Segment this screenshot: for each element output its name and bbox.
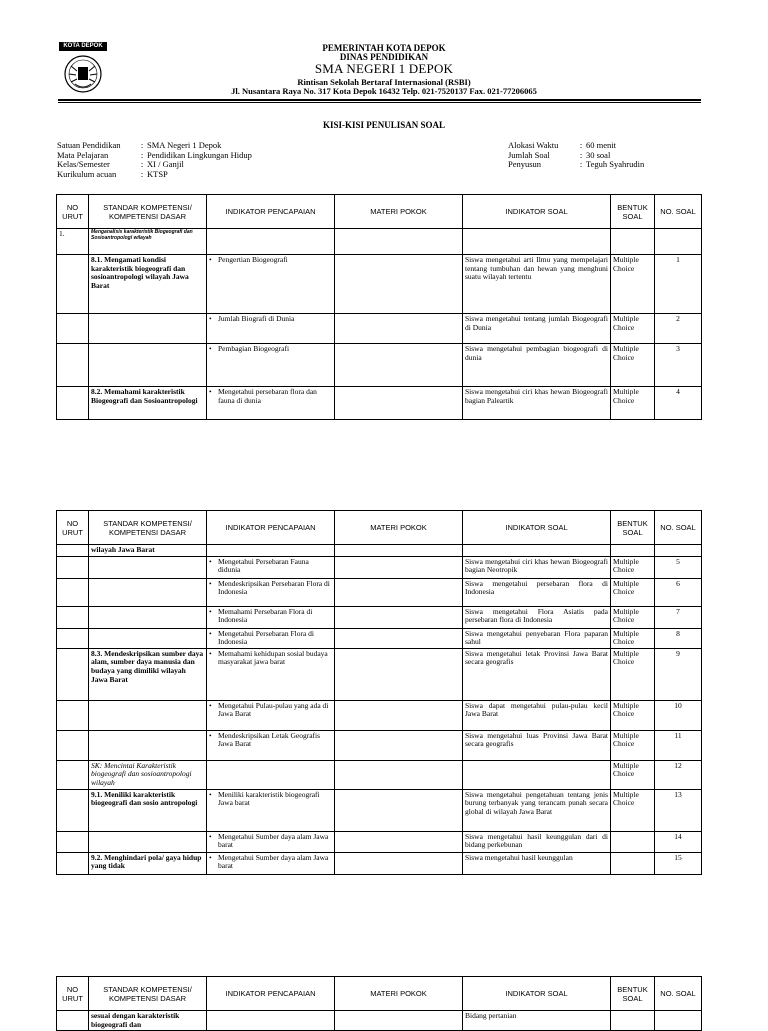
cell-indikator-pencapaian xyxy=(207,789,335,831)
header-school-name: SMA NEGERI 1 DEPOK xyxy=(314,61,454,76)
bullet-item xyxy=(209,558,332,575)
table-header-row xyxy=(57,511,702,545)
cell-bentuk-soal xyxy=(611,229,655,255)
bullet-item xyxy=(209,854,332,871)
cell-no-urut xyxy=(57,852,89,874)
cell-indikator-soal: Siswa mengetahui penyebaran Flora paparan sahul xyxy=(463,628,611,648)
table-row xyxy=(57,628,702,648)
info-separator: : xyxy=(140,168,144,179)
cell-no-soal: 11 xyxy=(655,730,702,760)
cell-materi-pokok xyxy=(335,344,463,387)
info-separator: : xyxy=(579,159,583,169)
col-standar-kompetensi-header: STANDAR KOMPETENSI/ KOMPETENSI DASAR xyxy=(89,977,207,1011)
indikator-text: Pengertian Biogeografi xyxy=(218,255,288,264)
indikator-text: Jumlah Biografi di Dunia xyxy=(218,314,295,323)
bullet-icon: • xyxy=(209,852,212,862)
cell-no-soal: 12 xyxy=(655,760,702,789)
cell-materi-pokok xyxy=(335,314,463,344)
info-left xyxy=(57,141,252,179)
col-indikator-soal-header: INDIKATOR SOAL xyxy=(463,977,611,1011)
cell-no-urut xyxy=(57,387,89,420)
info-value: 60 menit xyxy=(586,140,616,150)
bullet-icon: • xyxy=(209,606,212,616)
cell-no-urut xyxy=(57,789,89,831)
bullet-item xyxy=(209,833,332,850)
table-kisi-page-3 xyxy=(56,976,702,1031)
cell-standar-kompetensi: Menganalisis karakteristik Biogeografi dan Sosioantropologi wilayah xyxy=(89,229,207,255)
cell-standar-kompetensi xyxy=(89,628,207,648)
cell-indikator-soal: Siswa mengetahui Flora Asiatis pada persebaran flora di Indonesia xyxy=(463,606,611,628)
bullet-item xyxy=(209,315,332,324)
col-bentuk-soal-header: BENTUK SOAL xyxy=(611,511,655,545)
bullet-item xyxy=(209,791,332,808)
cell-no-soal: 15 xyxy=(655,852,702,874)
cell-no-soal xyxy=(655,1011,702,1031)
cell-bentuk-soal: Multiple Choice xyxy=(611,730,655,760)
info-value: Pendidikan Lingkungan Hidup xyxy=(147,149,252,160)
cell-no-soal: 5 xyxy=(655,556,702,578)
cell-indikator-soal xyxy=(463,229,611,255)
cell-indikator-soal: Siswa mengetahui arti Ilmu yang mempelajari tentang tumbuhan dan hewan yang menghuni suatu wilayah tertentu xyxy=(463,255,611,314)
bullet-item xyxy=(209,608,332,625)
cell-indikator-pencapaian xyxy=(207,255,335,314)
info-separator: : xyxy=(140,140,144,150)
info-value: SMA Negeri 1 Depok xyxy=(147,140,222,150)
cell-no-soal: 7 xyxy=(655,606,702,628)
cell-indikator-pencapaian xyxy=(207,831,335,852)
info-value: Teguh Syahrudin xyxy=(586,159,645,169)
cell-materi-pokok xyxy=(335,700,463,730)
table-row xyxy=(57,545,702,557)
cell-standar-kompetensi: SK: Mencintai Karakteristik biogeografi dan sosioantropologi wilayah xyxy=(89,760,207,789)
cell-indikator-soal xyxy=(463,760,611,789)
cell-bentuk-soal: Multiple Choice xyxy=(611,760,655,789)
cell-no-soal: 9 xyxy=(655,648,702,700)
info-value: 30 soal xyxy=(586,149,611,160)
cell-indikator-soal: Siswa mengetahui hasil keunggulan dari di bidang perkebunan xyxy=(463,831,611,852)
indikator-text: Mengetahui Persebaran Fauna didunia xyxy=(218,556,309,575)
indikator-text: Pembagian Biogeografi xyxy=(218,344,290,353)
cell-indikator-pencapaian xyxy=(207,628,335,648)
cell-no-urut xyxy=(57,760,89,789)
col-bentuk-soal-header: BENTUK SOAL xyxy=(611,195,655,229)
bullet-icon: • xyxy=(209,831,212,841)
cell-bentuk-soal: Multiple Choice xyxy=(611,578,655,606)
logo-label: KOTA DEPOK xyxy=(59,42,107,51)
cell-no-urut xyxy=(57,648,89,700)
cell-no-urut xyxy=(57,344,89,387)
cell-materi-pokok xyxy=(335,387,463,420)
header-department: DINAS PENDIDIKAN xyxy=(339,52,429,62)
table-row xyxy=(57,831,702,852)
cell-no-urut xyxy=(57,730,89,760)
cell-materi-pokok xyxy=(335,578,463,606)
cell-bentuk-soal xyxy=(611,545,655,557)
info-separator: : xyxy=(140,159,144,169)
cell-materi-pokok xyxy=(335,606,463,628)
cell-no-urut xyxy=(57,314,89,344)
table-row xyxy=(57,789,702,831)
cell-bentuk-soal xyxy=(611,831,655,852)
col-indikator-soal-header: INDIKATOR SOAL xyxy=(463,195,611,229)
cell-indikator-soal: Siswa mengetahui pengetahuan tentang jenis burung terbanyak yang terancam punah secara global di wilayah Jawa Barat xyxy=(463,789,611,831)
col-standar-kompetensi-header: STANDAR KOMPETENSI/ KOMPETENSI DASAR xyxy=(89,195,207,229)
cell-standar-kompetensi xyxy=(89,730,207,760)
table-row xyxy=(57,314,702,344)
bullet-item xyxy=(209,345,332,354)
cell-no-urut xyxy=(57,831,89,852)
cell-indikator-soal: Siswa mengetahui tentang jumlah Biogeografi di Dunia xyxy=(463,314,611,344)
indikator-text: Mengetahui Sumber daya alam Jawa barat xyxy=(218,852,329,871)
cell-materi-pokok xyxy=(335,556,463,578)
cell-no-soal: 8 xyxy=(655,628,702,648)
table-row xyxy=(57,578,702,606)
info-row xyxy=(57,170,252,180)
table-header-row xyxy=(57,977,702,1011)
col-no-soal-header: NO. SOAL xyxy=(655,977,702,1011)
cell-no-urut xyxy=(57,578,89,606)
info-label: Mata Pelajaran xyxy=(57,149,109,160)
cell-bentuk-soal: Multiple Choice xyxy=(611,314,655,344)
col-no-soal-header: NO. SOAL xyxy=(655,511,702,545)
cell-indikator-pencapaian xyxy=(207,700,335,730)
cell-bentuk-soal: Multiple Choice xyxy=(611,606,655,628)
cell-no-urut xyxy=(57,628,89,648)
cell-bentuk-soal: Multiple Choice xyxy=(611,700,655,730)
indikator-text: Mengetahui persebaran flora dan fauna di dunia xyxy=(218,387,317,405)
letterhead-rule xyxy=(58,99,701,101)
info-label: Alokasi Waktu xyxy=(508,140,559,150)
cell-indikator-soal: Siswa dapat mengetahui pulau-pulau kecil Jawa Barat xyxy=(463,700,611,730)
cell-indikator-pencapaian xyxy=(207,606,335,628)
cell-materi-pokok xyxy=(335,789,463,831)
cell-materi-pokok xyxy=(335,229,463,255)
bullet-icon: • xyxy=(209,648,212,658)
col-indikator-pencapaian-header: INDIKATOR PENCAPAIAN xyxy=(207,195,335,229)
document-title: KISI-KISI PENULISAN SOAL xyxy=(322,120,446,130)
cell-standar-kompetensi xyxy=(89,831,207,852)
cell-standar-kompetensi: 9.2. Menghindari pola/ gaya hidup yang tidak xyxy=(89,852,207,874)
col-materi-pokok-header: MATERI POKOK xyxy=(335,511,463,545)
table-kisi-page-2 xyxy=(56,510,702,875)
cell-indikator-soal xyxy=(463,545,611,557)
info-value: XI / Ganjil xyxy=(147,159,184,169)
cell-no-soal: 4 xyxy=(655,387,702,420)
cell-standar-kompetensi: 8.3. Mendeskripsikan sumber daya alam, sumber daya manusia dan budaya yang dimiliki wilayah Jawa Barat xyxy=(89,648,207,700)
cell-indikator-pencapaian xyxy=(207,229,335,255)
indikator-text: Mengetahui Persebaran Flora di Indonesia xyxy=(218,628,315,647)
col-no-urut-header: NO URUT xyxy=(57,977,89,1011)
cell-indikator-pencapaian xyxy=(207,314,335,344)
cell-no-soal: 10 xyxy=(655,700,702,730)
cell-standar-kompetensi xyxy=(89,344,207,387)
indikator-text: Meniliki karakteristik biogeografi Jawa barat xyxy=(218,789,320,808)
cell-bentuk-soal: Multiple Choice xyxy=(611,789,655,831)
table-row xyxy=(57,852,702,874)
cell-standar-kompetensi: sesuai dengan karakteristik biogeografi dan xyxy=(89,1011,207,1031)
letterhead-rule-thin xyxy=(58,102,701,103)
cell-materi-pokok xyxy=(335,852,463,874)
cell-materi-pokok xyxy=(335,831,463,852)
cell-indikator-pencapaian xyxy=(207,648,335,700)
cell-bentuk-soal xyxy=(611,852,655,874)
cell-materi-pokok xyxy=(335,255,463,314)
info-label: Satuan Pendidikan xyxy=(57,140,121,150)
table-kisi-page-1 xyxy=(56,194,702,420)
col-no-urut-header: NO URUT xyxy=(57,511,89,545)
table-row xyxy=(57,387,702,420)
cell-indikator-soal: Siswa mengetahui persebaran flora di Indonesia xyxy=(463,578,611,606)
cell-indikator-pencapaian xyxy=(207,1011,335,1031)
bullet-item xyxy=(209,256,332,265)
cell-indikator-pencapaian xyxy=(207,760,335,789)
cell-bentuk-soal xyxy=(611,1011,655,1031)
table-row xyxy=(57,556,702,578)
cell-standar-kompetensi: 8.2. Memahami karakteristik Biogeografi dan Sosioantropologi xyxy=(89,387,207,420)
cell-no-soal: 1 xyxy=(655,255,702,314)
table-row xyxy=(57,229,702,255)
cell-no-soal: 6 xyxy=(655,578,702,606)
col-indikator-pencapaian-header: INDIKATOR PENCAPAIAN xyxy=(207,977,335,1011)
bullet-item xyxy=(209,388,332,405)
indikator-text: Mendeskripsikan Letak Geografis Jawa Barat xyxy=(218,730,321,749)
bullet-item xyxy=(209,630,332,647)
cell-indikator-soal: Siswa mengetahui ciri khas hewan Biogeografi bagian Neotropik xyxy=(463,556,611,578)
cell-no-urut xyxy=(57,1011,89,1031)
cell-standar-kompetensi: 9.1. Meniliki karakteristik biogeografi dan sosio antropologi xyxy=(89,789,207,831)
cell-indikator-pencapaian xyxy=(207,344,335,387)
info-label: Kelas/Semester xyxy=(57,159,110,169)
cell-indikator-soal: Siswa mengetahui letak Provinsi Jawa Barat secara geografis xyxy=(463,648,611,700)
cell-indikator-pencapaian xyxy=(207,578,335,606)
bullet-item xyxy=(209,732,332,749)
cell-bentuk-soal: Multiple Choice xyxy=(611,255,655,314)
cell-no-urut xyxy=(57,255,89,314)
bullet-icon: • xyxy=(209,344,212,353)
bullet-icon: • xyxy=(209,730,212,740)
cell-no-soal: 13 xyxy=(655,789,702,831)
info-label: Kurikulum acuan xyxy=(57,168,117,179)
indikator-text: Mengetahui Sumber daya alam Jawa barat xyxy=(218,831,329,850)
cell-materi-pokok xyxy=(335,730,463,760)
cell-no-urut xyxy=(57,545,89,557)
bullet-icon: • xyxy=(209,387,212,396)
table-row xyxy=(57,255,702,314)
indikator-text: Mendeskripsikan Persebaran Flora di Indonesia xyxy=(218,578,330,597)
cell-standar-kompetensi xyxy=(89,578,207,606)
bullet-icon: • xyxy=(209,700,212,710)
cell-indikator-soal: Siswa mengetahui luas Provinsi Jawa Barat secara geografis xyxy=(463,730,611,760)
cell-materi-pokok xyxy=(335,1011,463,1031)
indikator-text: Memahami kehidupan sosial budaya masyarakat jawa barat xyxy=(218,648,328,667)
bullet-icon: • xyxy=(209,255,212,264)
cell-materi-pokok xyxy=(335,760,463,789)
cell-materi-pokok xyxy=(335,628,463,648)
bullet-item xyxy=(209,650,332,667)
info-right xyxy=(508,141,644,170)
col-indikator-pencapaian-header: INDIKATOR PENCAPAIAN xyxy=(207,511,335,545)
cell-indikator-pencapaian xyxy=(207,387,335,420)
table-row xyxy=(57,606,702,628)
info-label: Jumlah Soal xyxy=(508,149,550,160)
info-separator: : xyxy=(579,140,583,150)
info-row xyxy=(508,160,644,170)
cell-bentuk-soal: Multiple Choice xyxy=(611,387,655,420)
cell-standar-kompetensi: wilayah Jawa Barat xyxy=(89,545,207,557)
cell-bentuk-soal: Multiple Choice xyxy=(611,648,655,700)
indikator-text: Memahami Persebaran Flora di Indonesia xyxy=(218,606,313,625)
cell-standar-kompetensi xyxy=(89,700,207,730)
col-bentuk-soal-header: BENTUK SOAL xyxy=(611,977,655,1011)
indikator-text: Mengetahui Pulau-pulau yang ada di Jawa Barat xyxy=(218,700,329,719)
bullet-icon: • xyxy=(209,314,212,323)
table-row xyxy=(57,344,702,387)
bullet-item xyxy=(209,702,332,719)
table-row xyxy=(57,700,702,730)
header-school-status: Rintisan Sekolah Bertaraf Internasional (RSBI) xyxy=(297,77,471,87)
cell-no-soal: 3 xyxy=(655,344,702,387)
cell-indikator-pencapaian xyxy=(207,545,335,557)
cell-indikator-pencapaian xyxy=(207,556,335,578)
header-government: PEMERINTAH KOTA DEPOK xyxy=(322,43,446,53)
cell-standar-kompetensi xyxy=(89,556,207,578)
cell-bentuk-soal: Multiple Choice xyxy=(611,556,655,578)
info-value: KTSP xyxy=(147,168,168,179)
header-address: Jl. Nusantara Raya No. 317 Kota Depok 16432 Telp. 021-7520137 Fax. 021-77206065 xyxy=(231,86,537,96)
table-row xyxy=(57,1011,702,1031)
table-row xyxy=(57,730,702,760)
col-indikator-soal-header: INDIKATOR SOAL xyxy=(463,511,611,545)
table-header-row xyxy=(57,195,702,229)
cell-indikator-pencapaian xyxy=(207,852,335,874)
bullet-icon: • xyxy=(209,789,212,799)
table-row xyxy=(57,648,702,700)
cell-standar-kompetensi xyxy=(89,314,207,344)
col-standar-kompetensi-header: STANDAR KOMPETENSI/ KOMPETENSI DASAR xyxy=(89,511,207,545)
cell-no-urut: 1. xyxy=(57,229,89,255)
cell-no-urut xyxy=(57,606,89,628)
bullet-icon: • xyxy=(209,628,212,638)
col-materi-pokok-header: MATERI POKOK xyxy=(335,195,463,229)
cell-no-soal: 14 xyxy=(655,831,702,852)
info-separator: : xyxy=(140,149,144,160)
cell-no-soal: 2 xyxy=(655,314,702,344)
cell-indikator-soal: Bidang pertanian xyxy=(463,1011,611,1031)
cell-standar-kompetensi xyxy=(89,606,207,628)
cell-no-soal xyxy=(655,229,702,255)
cell-no-urut xyxy=(57,556,89,578)
cell-materi-pokok xyxy=(335,648,463,700)
cell-no-urut xyxy=(57,700,89,730)
cell-no-soal xyxy=(655,545,702,557)
table-row xyxy=(57,760,702,789)
cell-bentuk-soal: Multiple Choice xyxy=(611,628,655,648)
cell-bentuk-soal: Multiple Choice xyxy=(611,344,655,387)
col-no-urut-header: NO URUT xyxy=(57,195,89,229)
cell-standar-kompetensi: 8.1. Mengamati kondisi karakteristik biogeografi dan sosioantropologi wilayah Jawa Barat xyxy=(89,255,207,314)
cell-materi-pokok xyxy=(335,545,463,557)
info-label: Penyusun xyxy=(508,159,542,169)
col-no-soal-header: NO. SOAL xyxy=(655,195,702,229)
info-separator: : xyxy=(579,149,583,160)
bullet-item xyxy=(209,580,332,597)
cell-indikator-soal: Siswa mengetahui ciri khas hewan Biogeografi bagian Paleartik xyxy=(463,387,611,420)
bullet-icon: • xyxy=(209,578,212,588)
cell-indikator-pencapaian xyxy=(207,730,335,760)
col-materi-pokok-header: MATERI POKOK xyxy=(335,977,463,1011)
cell-indikator-soal: Siswa mengetahui hasil keunggulan xyxy=(463,852,611,874)
bullet-icon: • xyxy=(209,556,212,566)
cell-indikator-soal: Siswa mengetahui pembagian biogeografi di dunia xyxy=(463,344,611,387)
